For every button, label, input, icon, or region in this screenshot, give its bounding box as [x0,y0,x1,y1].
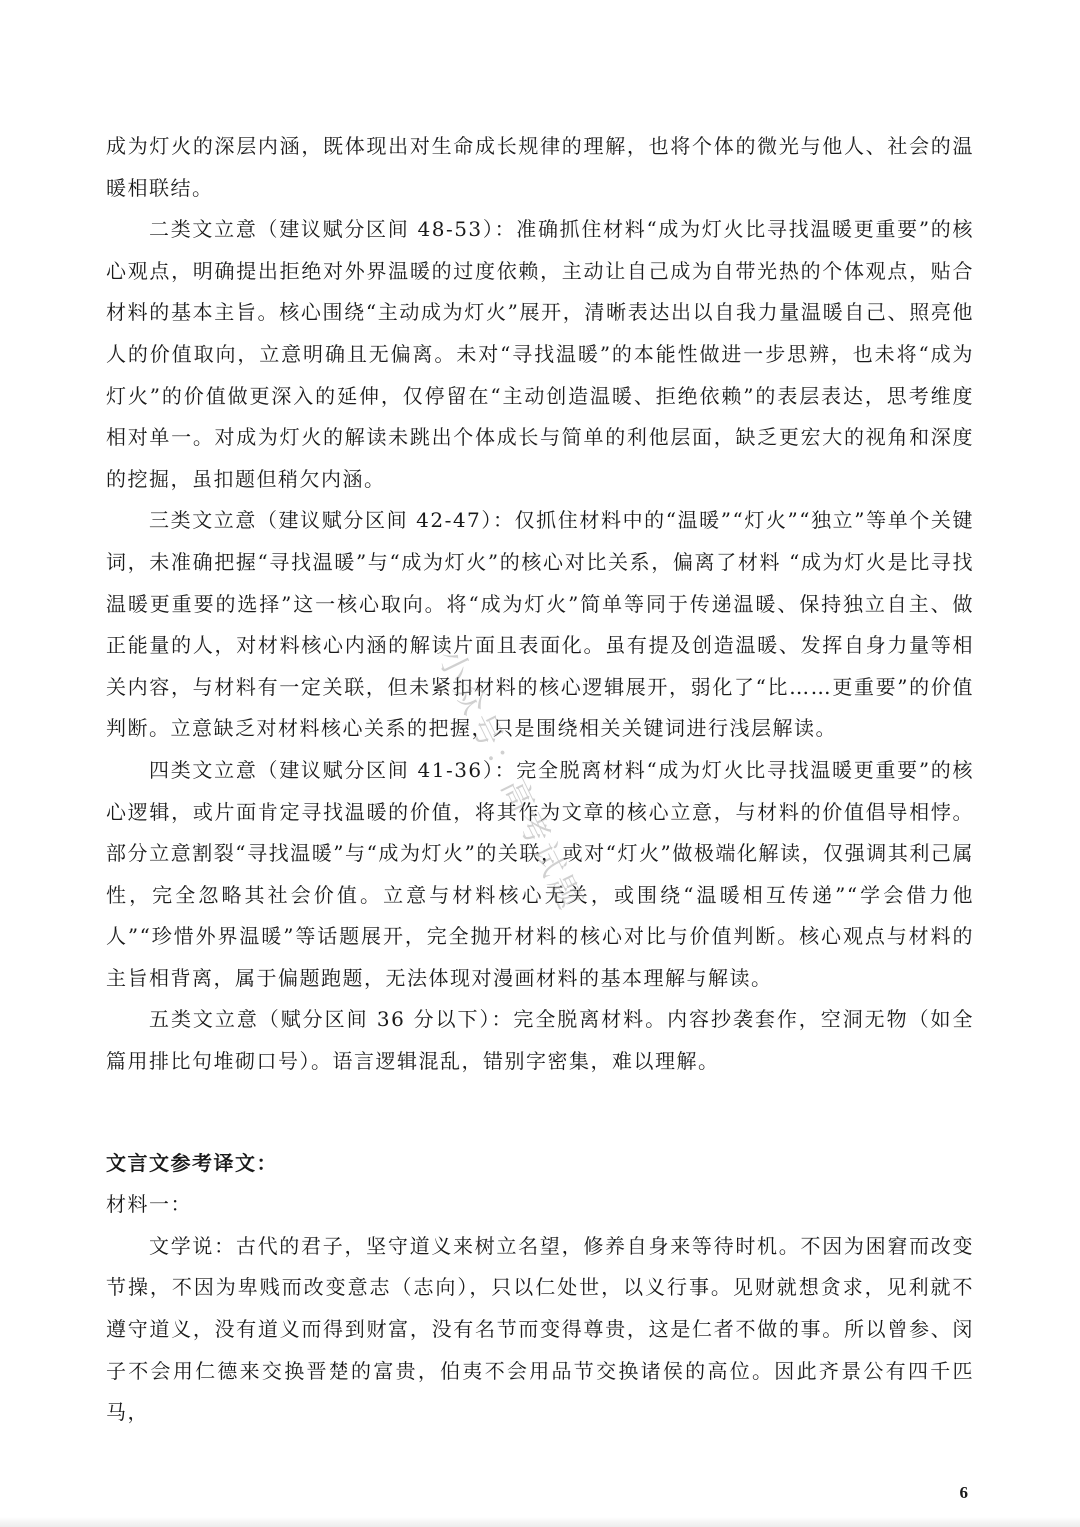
paragraph-level-four: 四类文立意（建议赋分区间 41-36）：完全脱离材料“成为灯火比寻找温暖更重要”的核心逻辑，或片面肯定寻找温暖的价值，将其作为文章的核心立意，与材料的价值倡导相悖。部分立意割裂“寻找温暖”与“成为灯火”的关联，或对“灯火”做极端化解读，仅强调其利己属性，完全忽略其社会价值。立意与材料核心无关，或围绕“温暖相互传递”“学会借力他人”“珍惜外界温暖”等话题展开，完全抛开材料的核心对比与价值判断。核心观点与材料的主旨相背离，属于偏题跑题，无法体现对漫画材料的基本理解与解读。 [106,757,974,990]
paragraph-level-two: 二类文立意（建议赋分区间 48-53）：准确抓住材料“成为灯火比寻找温暖更重要”的核心观点，明确提出拒绝对外界温暖的过度依赖，主动让自己成为自带光热的个体观点，贴合材料的基本主旨。核心围绕“主动成为灯火”展开，清晰表达出以自我力量温暖自己、照亮他人的价值取向，立意明确且无偏离。未对“寻找温暖”的本能性做进一步思辨，也未将“成为灯火”的价值做更深入的延伸，仅停留在“主动创造温暖、拒绝依赖”的表层表达，思考维度相对单一。对成为灯火的解读未跳出个体成长与简单的利他层面，缺乏更宏大的视角和深度的挖掘，虽扣题但稍欠内涵。 [106,217,974,491]
page-number: 6 [959,1483,968,1502]
translation-paragraph: 文学说：古代的君子，坚守道义来树立名望，修养自身来等待时机。不因为困窘而改变节操，不因为卑贱而改变意志（志向），只以仁处世，以义行事。见财就想贪求，见利就不遵守道义，没有道义而得到财富，没有名节而变得尊贵，这是仁者不做的事。所以曾参、闵子不会用仁德来交换晋楚的富贵，伯夷不会用品节交换诸侯的高位。因此齐景公有四千匹马， [106,1233,974,1425]
translation-heading: 文言文参考译文： [106,1150,278,1175]
watermark: 小众号：高考试题 [430,642,591,919]
document-body [106,126,974,1434]
paragraph-level-three: 三类文立意（建议赋分区间 42-47）：仅抓住材料中的“温暖”“灯火”“独立”等单个关键词，未准确把握“寻找温暖”与“成为灯火”的核心对比关系，偏离了材料 “成为灯火是比寻找温暖更重要的选择”这一核心取向。将“成为灯火”简单等同于传递温暖、保持独立自主、做正能量的人，对材料核心内涵的解读片面且表面化。虽有提及创造温暖、发挥自身力量等相关内容，与材料有一定关联，但未紧扣材料的核心逻辑展开，弱化了“比……更重要”的价值判断。立意缺乏对材料核心关系的把握，只是围绕相关关键词进行浅层解读。 [106,508,974,741]
paragraph-continuation: 成为灯火的深层内涵，既体现出对生命成长规律的理解，也将个体的微光与他人、社会的温暖相联结。 [106,134,974,200]
material-label: 材料一： [106,1192,192,1217]
paragraph-level-five: 五类文立意（赋分区间 36 分以下）：完全脱离材料。内容抄袭套作，空洞无物（如全篇用排比句堆砌口号）。语言逻辑混乱，错别字密集，难以理解。 [106,1007,974,1074]
page-bottom-edge [0,1517,1080,1527]
